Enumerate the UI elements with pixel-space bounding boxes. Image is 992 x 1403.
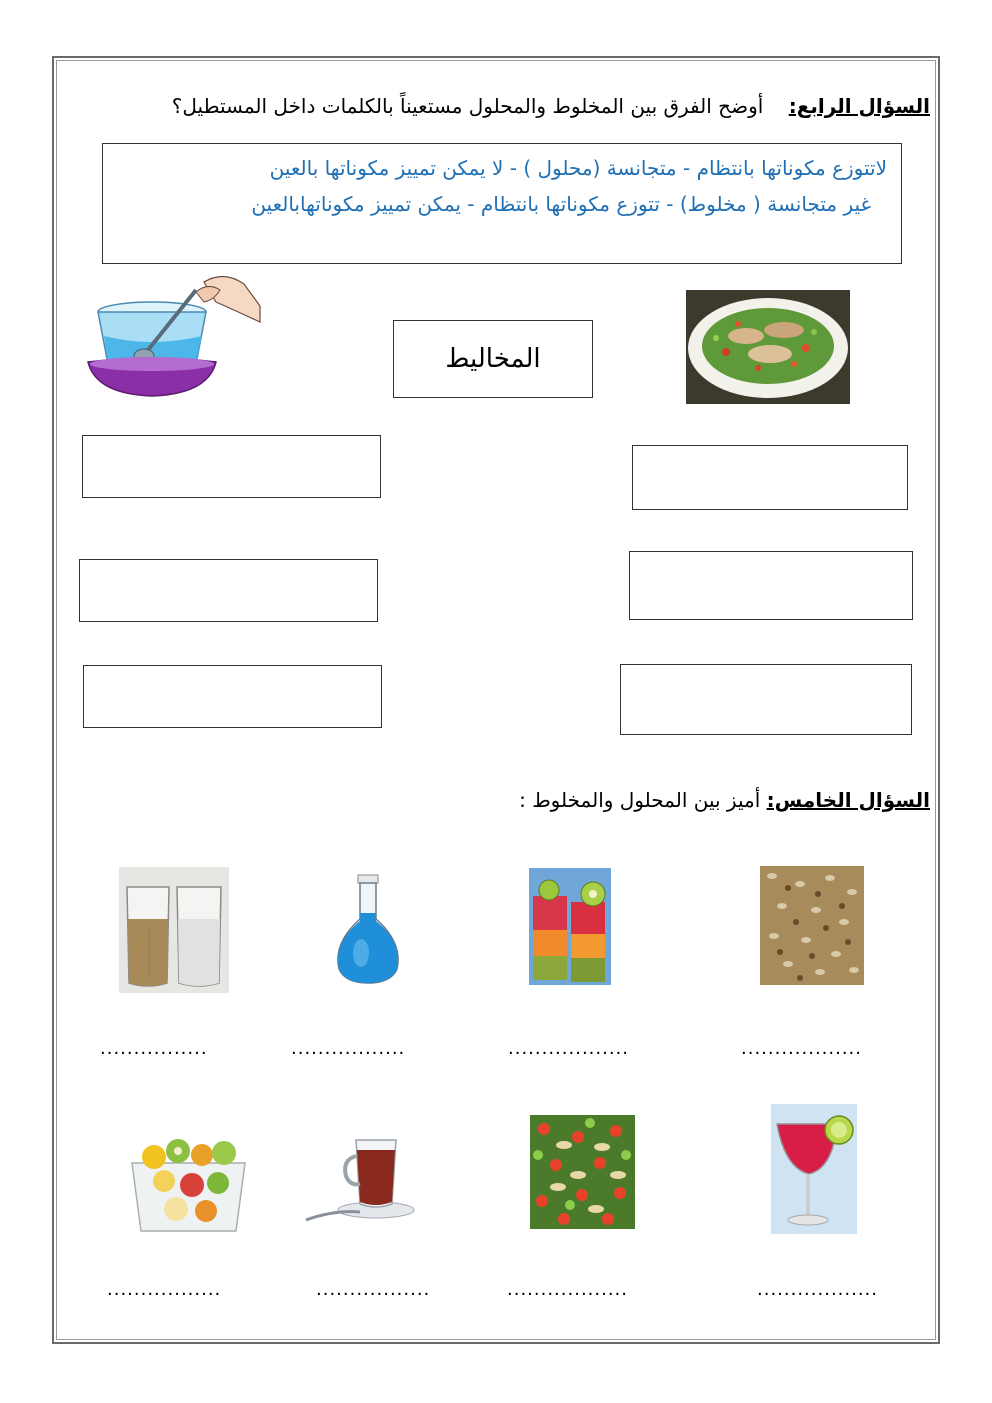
answer-dots-row1-1[interactable]: ................: [100, 1038, 208, 1059]
layered-juice-glasses-image: [529, 868, 611, 985]
word-bank-line-2: غير متجانسة ( مخلوط) - تتوزع مكوناتها بانتظام - يمكن تمييز مكوناتهابالعين: [251, 192, 871, 216]
answer-box-right-2[interactable]: [629, 551, 913, 620]
mixtures-title-box: [393, 320, 593, 398]
salad-plate-image: [686, 290, 850, 404]
answer-dots-row1-2[interactable]: .................: [291, 1038, 406, 1059]
red-drink-glass-image: [771, 1104, 857, 1234]
answer-box-left-1[interactable]: [82, 435, 381, 498]
answer-box-left-3[interactable]: [83, 665, 382, 728]
beakers-muddy-and-clear-water-image: [119, 867, 229, 993]
question-4-text: أوضح الفرق بين المخلوط والمحلول مستعيناً بالكلمات داخل المستطيل؟: [171, 94, 764, 118]
tea-cup-image: [304, 1120, 416, 1224]
answer-dots-row2-1[interactable]: .................: [107, 1279, 222, 1300]
answer-dots-row1-3[interactable]: ..................: [508, 1038, 629, 1059]
mixed-seeds-image: [760, 866, 864, 985]
mixtures-title: المخاليط: [445, 344, 541, 374]
answer-box-right-1[interactable]: [632, 445, 908, 510]
answer-dots-row2-2[interactable]: .................: [316, 1279, 431, 1300]
answer-dots-row1-4[interactable]: ..................: [741, 1038, 862, 1059]
vegetable-salad-image: [530, 1115, 635, 1229]
answer-dots-row2-4[interactable]: ..................: [757, 1279, 878, 1300]
flask-blue-solution-image: [331, 873, 405, 985]
question-4: [172, 94, 930, 118]
word-bank-line-1: لاتتوزع مكوناتها بانتظام - متجانسة (محلول ) - لا يمكن تمييز مكوناتها بالعين: [269, 156, 887, 180]
question-4-label: السؤال الرابع:: [788, 94, 930, 118]
word-bank-box: [102, 143, 902, 264]
bowl-with-spoon-image: [84, 262, 264, 400]
fruit-salad-box-image: [128, 1123, 249, 1236]
question-5-label: السؤال الخامس:: [766, 788, 930, 812]
question-5: [519, 788, 930, 812]
answer-box-left-2[interactable]: [79, 559, 378, 622]
question-5-text: أميز بين المحلول والمخلوط :: [519, 788, 761, 812]
answer-box-right-3[interactable]: [620, 664, 912, 735]
answer-dots-row2-3[interactable]: ..................: [507, 1279, 628, 1300]
